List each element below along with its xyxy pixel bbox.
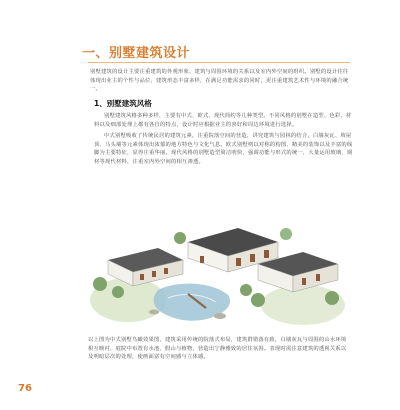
title-underline [88, 62, 350, 63]
rock [149, 310, 159, 315]
intro-paragraph: 别墅建筑的设计主要注重建筑的外观形象、建筑与周围环境的关系以及室内外空间的组织。别墅的设计往往体现出业主的个性与品位，建筑形态丰富多样，在满足功能需求的同时，更注重建筑艺术性与环境的融合统一。 [90, 69, 349, 93]
body-paragraph: 别墅建筑风格多种多样，主要有中式、欧式、现代简约等几种类型。不同风格的别墅在造型、色彩、材料以及细部处理上都有各自的特点，设计时应根据业主的喜好和周边环境进行选择。 [94, 113, 352, 128]
subheading: 1、别墅建筑风格 [94, 99, 152, 108]
garden-area [261, 285, 345, 325]
body-text [94, 112, 356, 212]
figure-caption: 以上图为中式别墅鸟瞰效果图，建筑采用传统的院落式布局，建筑群错落有致，白墙灰瓦与周围的山水环境相互映衬，庭院中布置有水池、假山与植物，营造出宁静雅致的居住氛围。表现时需注意建筑的透视关系以及明暗层次的处理，使画面富有空间感与立体感。 [88, 337, 347, 361]
rock [214, 313, 226, 319]
page-number: 76 [18, 383, 32, 394]
body-paragraph: 中式别墅吸收了传统民居的建筑元素，注重院落空间的营造，讲究建筑与园林的结合，白墙灰瓦、坡屋顶、马头墙等元素体现出浓郁的地方特色与文化气息。欧式别墅则以对称的构图、精美的装饰以及丰富的线脚为主要特征，显得庄重华丽。现代风格的别墅造型简洁明快，强调功能与形式的统一，大量运用玻璃、钢材等现代材料，注重室内外空间的相互渗透。 [94, 133, 353, 165]
villa-aerial-illustration [88, 220, 350, 332]
section-title: 一、别墅建筑设计 [82, 46, 191, 61]
